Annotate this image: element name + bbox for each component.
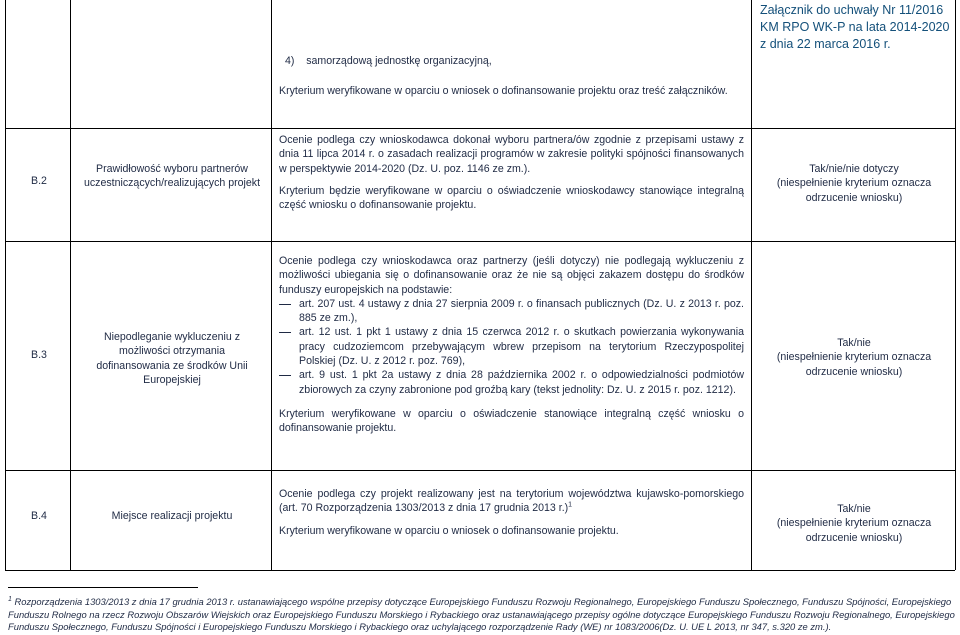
table-border [751,0,752,570]
list-item [279,325,744,368]
footnote-separator [8,587,198,588]
table-border [5,0,6,570]
row-desc-b4-p2: Kryterium weryfikowane w oparciu o wniosek o dofinansowanie projektu. [279,524,619,537]
header-line-3: z dnia 22 marca 2016 r. [760,37,891,51]
row-criterion-b3-note: (niespełnienie kryterium oznacza odrzucenie wniosku) [776,351,932,378]
list-item [279,368,744,397]
table-border [5,470,955,471]
footnote [8,596,960,634]
row-criterion-b2-note: (niespełnienie kryterium oznacza odrzucenie wniosku) [776,177,932,204]
header-line-1: Załącznik do uchwały Nr 11/2016 [760,3,944,17]
row-desc-b2 [279,133,744,212]
dash-bullet-icon [279,375,291,376]
header-line-2: KM RPO WK-P na lata 2014-2020 [760,20,950,34]
table-border [5,570,955,571]
top-criterion-note: Kryterium weryfikowane w oparciu o wniosek o dofinansowanie projektu oraz treść załączników. [279,85,728,97]
table-border [955,0,956,570]
document-header [760,2,960,53]
row-name-b2: Prawidłowość wyboru partnerów uczestniczących/realizujących projekt [83,163,261,190]
row-desc-b3 [279,254,744,436]
list-item [279,297,744,326]
row-desc-b4 [279,487,744,538]
dash-bullet-icon [279,304,291,305]
row-criterion-b3 [758,336,950,379]
row-desc-b4-p1-text: Ocenie podlega czy projekt realizowany jest na terytorium województwa kujawsko-pomorskiego (art. 70 Rozporządzenia 1303/2013 z dnia 17 grudnia 2013 r.) [279,488,744,515]
row-code-b2: B.2 [31,175,47,187]
list-item-text: art. 9 ust. 1 pkt 2a ustawy z dnia 28 października 2002 r. o odpowiedzialności podmiotów zbiorowych za czyny zabronione pod groźbą kary (tekst jednolity: Dz. U. z 2015 r. poz. 1212). [299,369,744,396]
list-item-text: art. 207 ust. 4 ustawy z dnia 27 sierpnia 2009 r. o finansach publicznych (Dz. U. z 2013 r. poz. 885 ze zm.), [299,297,744,325]
row-desc-b2-p2: Kryterium będzie weryfikowane w oparciu o oświadczenie wnioskodawcy stanowiące integralną część wniosku o dofinansowanie projektu. [279,184,744,212]
row-criterion-b4-value: Tak/nie [837,503,871,515]
row-desc-b4-p1 [279,487,744,516]
row-criterion-b2-value: Tak/nie/nie dotyczy [809,163,899,175]
table-border [70,0,71,570]
row-desc-b3-intro: Ocenie podlega czy wnioskodawca oraz partnerzy (jeśli dotyczy) nie podlegają wykluczeniu z możliwości ubiegania się o dofinansowanie oraz że nie są objęci zakazem dostępu do środków funduszy europejskich na podstawie: [279,255,744,296]
row-criterion-b4 [758,502,950,545]
dash-bullet-icon [279,332,291,333]
row-name-b4: Miejsce realizacji projektu [111,510,233,522]
list-item-text: art. 12 ust. 1 pkt 1 ustawy z dnia 15 czerwca 2012 r. o skutkach powierzania wykonywania pracy cudzoziemcom przebywającym wbrew przepisom na terytorium Rzeczypospolitej Polskiej (Dz. U. z 2012 r. poz. 769), [299,326,744,368]
footnote-mark: 1 [8,595,12,603]
table-border [5,128,955,129]
row-desc-b3-list [279,297,744,397]
row-criterion-b4-note: (niespełnienie kryterium oznacza odrzucenie wniosku) [776,517,932,544]
row-code-b3: B.3 [31,349,47,361]
footnote-ref: 1 [568,501,573,509]
footnote-text: Rozporządzenia 1303/2013 z dnia 17 grudnia 2013 r. ustanawiającego wspólne przepisy dotyczące Europejskiego Funduszu Rozwoju Regionalnego, Europejskiego Funduszu Społecznego, Funduszu Spójności, Europejskiego Funduszu Rolnego na rzecz Rozwoju Obszarów Wiejskich oraz Europejskiego Funduszu Morskiego i Rybackiego oraz ustanawiającego przepisy ogólne dotyczące Europejskiego Funduszu Rozwoju Regionalnego, Europejskiego Funduszu Społecznego, Funduszu Spójności i Europejskiego Funduszu Morskiego i Rybackiego oraz uchylającego rozporządzenie Rady (WE) nr 1083/2006(Dz. U. UE L 2013, nr 347, s.320 ze zm.). [8,596,955,633]
row-desc-b2-p1: Ocenie podlega czy wnioskodawca dokonał wyboru partnera/ów zgodnie z przepisami ustawy z dnia 11 lipca 2014 r. o zasadach realizacji programów w zakresie polityki spójności finansowanych w perspektywie 2014-2020 (Dz. U. poz. 1146 ze zm.). [279,134,744,175]
table-border [271,0,272,570]
row-name-b3: Niepodleganie wykluczeniu z możliwości otrzymania dofinansowania ze środków Unii Europejskiej [96,331,248,386]
row-criterion-b3-value: Tak/nie [837,337,871,349]
top-item-4: 4) samorządową jednostkę organizacyjną, [285,55,492,67]
row-code-b4: B.4 [31,510,47,522]
table-border [5,241,955,242]
row-criterion-b2 [758,162,950,205]
row-desc-b3-p2: Kryterium weryfikowane w oparciu o oświadczenie stanowiące integralną część wniosku o dofinansowanie projektu. [279,407,744,435]
